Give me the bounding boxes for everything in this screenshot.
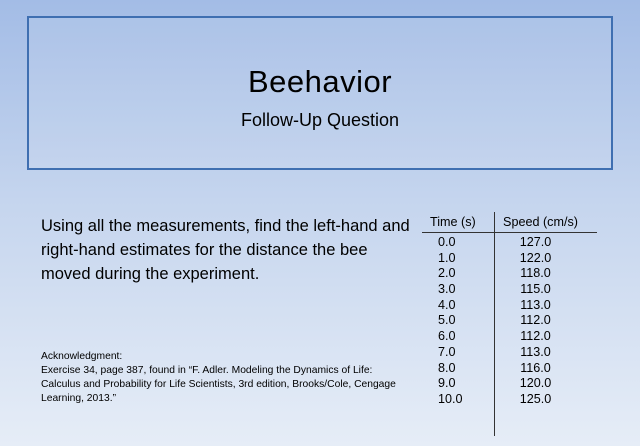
speed-cell: 113.0	[520, 344, 551, 359]
speed-cell: 116.0	[520, 360, 551, 375]
speed-cell: 125.0	[519, 391, 552, 406]
speed-cell: 112.0	[520, 313, 551, 328]
table-row	[422, 361, 597, 377]
time-cell: 3.0	[438, 282, 456, 297]
table-row	[422, 313, 597, 329]
header-time: Time (s)	[430, 215, 476, 229]
slide-title: Beehavior	[247, 64, 393, 99]
table-row	[422, 235, 597, 251]
speed-cell: 115.0	[520, 282, 551, 297]
table-row	[422, 266, 597, 282]
table-header	[422, 215, 597, 233]
table-row	[422, 298, 597, 314]
table-row	[422, 376, 597, 392]
speed-cell: 113.0	[520, 297, 551, 312]
time-cell: 9.0	[438, 376, 456, 391]
slide-subtitle: Follow-Up Question	[240, 110, 400, 130]
table-body	[422, 235, 597, 408]
table-row	[422, 392, 597, 408]
time-cell: 4.0	[438, 297, 456, 312]
speed-cell: 118.0	[520, 266, 551, 281]
time-cell: 0.0	[438, 235, 456, 249]
acknowledgment-heading: Acknowledgment:	[41, 351, 123, 362]
table-row	[422, 282, 597, 298]
time-cell: 8.0	[438, 360, 456, 375]
time-cell: 7.0	[438, 344, 456, 359]
table-row	[422, 251, 597, 267]
question-text: Using all the measurements, find the left-hand and right-hand estimates for the distance the bee moved during the experiment.	[41, 217, 410, 283]
time-cell: 10.0	[438, 391, 463, 406]
table-row	[422, 329, 597, 345]
table-row	[422, 345, 597, 361]
title-box	[27, 16, 613, 170]
data-table	[422, 215, 597, 408]
speed-cell: 112.0	[520, 329, 551, 344]
time-cell: 2.0	[438, 266, 456, 281]
time-cell: 6.0	[438, 329, 456, 344]
speed-cell: 122.0	[519, 250, 552, 265]
header-speed: Speed (cm/s)	[503, 215, 578, 229]
acknowledgment	[41, 350, 413, 406]
acknowledgment-text: Exercise 34, page 387, found in “F. Adler. Modeling the Dynamics of Life: Calculus and Probability for Life Scientists, 3rd edition, Brooks/Cole, Cengage Learning, 2013.”	[41, 365, 396, 404]
time-cell: 5.0	[438, 313, 456, 328]
speed-cell: 127.0	[519, 235, 552, 249]
time-cell: 1.0	[438, 250, 456, 265]
speed-cell: 120.0	[519, 376, 552, 391]
